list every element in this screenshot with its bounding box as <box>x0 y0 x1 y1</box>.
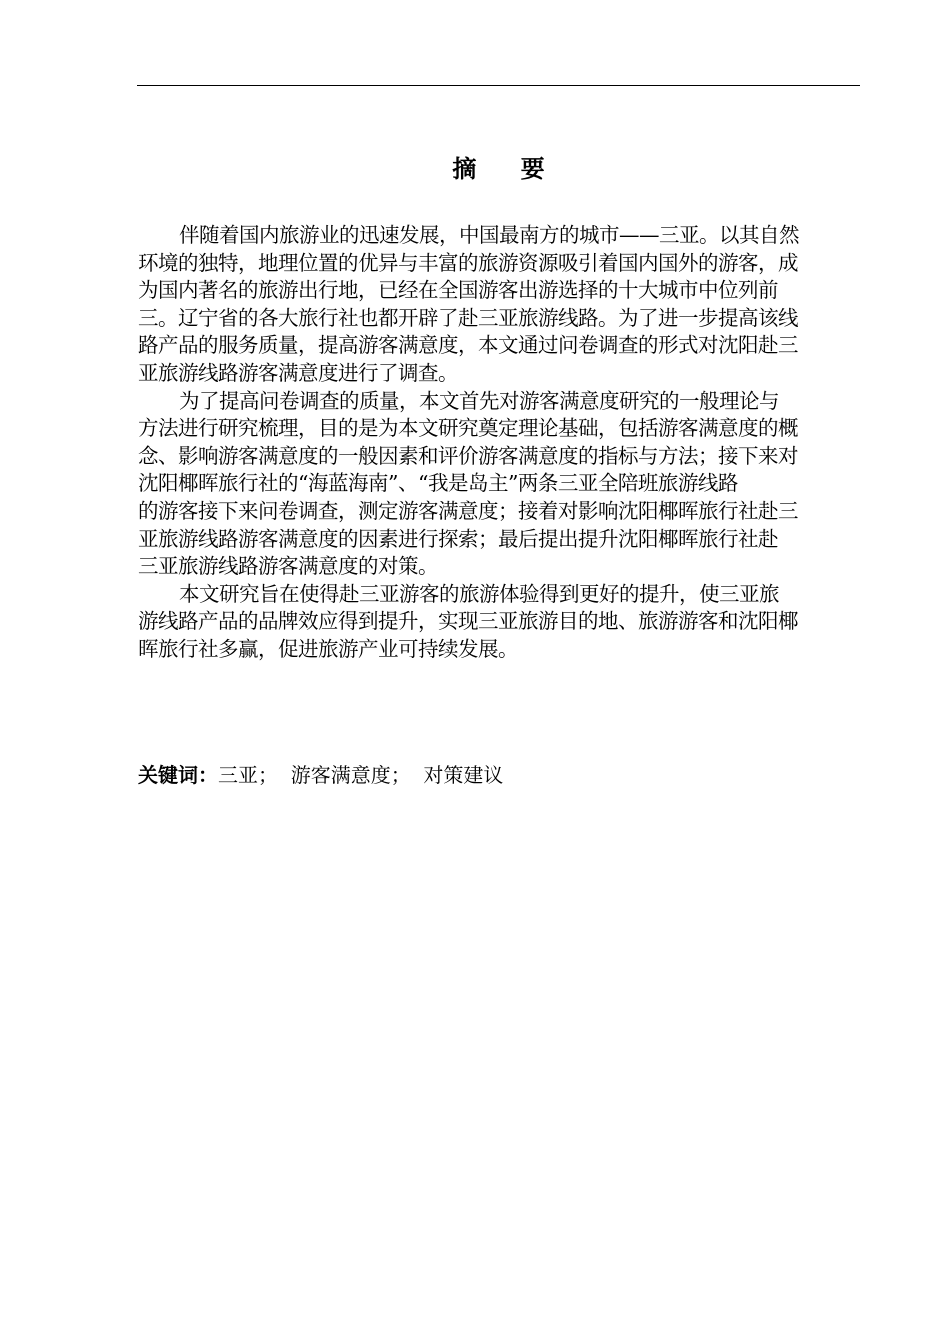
keywords-line <box>138 761 860 789</box>
abstract-paragraph-1: 伴随着国内旅游业的迅速发展，中国最南方的城市——三亚。以其自然 环境的独特，地理位置的优异与丰富的旅游资源吸引着国内国外的游客，成 为国内著名的旅游出行地，已经在全国游客出游选择的十大城市中位列前 三。辽宁省的各大旅行社也都开辟了赴三亚旅游线路。为了进一步提高该线 路产品的服务质量，提高游客满意度，本文通过问卷调查的形式对沈阳赴三 亚旅游线路游客满意度进行了调查。 <box>138 223 799 385</box>
keywords-values: 三亚； 游客满意度； 对策建议 <box>218 763 504 787</box>
abstract-paragraph-2: 为了提高问卷调查的质量，本文首先对游客满意度研究的一般理论与 方法进行研究梳理，目的是为本文研究奠定理论基础，包括游客满意度的概 念、影响游客满意度的一般因素和评价游客满意度的指标与方法；接下来对 沈阳椰晖旅行社的“海蓝海南”、“我是岛主”两条三亚全陪班旅游线路 的游客接下来问卷调查，测定游客满意度；接着对影响沈阳椰晖旅行社赴三 亚旅游线路游客满意度的因素进行探索；最后提出提升沈阳椰晖旅行社赴 三亚旅游线路游客满意度的对策。 <box>138 388 798 579</box>
abstract-title: 摘 要 <box>452 155 563 183</box>
abstract-paragraph-3: 本文研究旨在使得赴三亚游客的旅游体验得到更好的提升，使三亚旅 游线路产品的品牌效应得到提升，实现三亚旅游目的地、旅游游客和沈阳椰 晖旅行社多赢，促进旅游产业可持续发展。 <box>138 581 798 661</box>
header-rule <box>137 85 860 86</box>
abstract-body <box>138 222 860 664</box>
keywords-label: 关键词： <box>138 763 218 787</box>
